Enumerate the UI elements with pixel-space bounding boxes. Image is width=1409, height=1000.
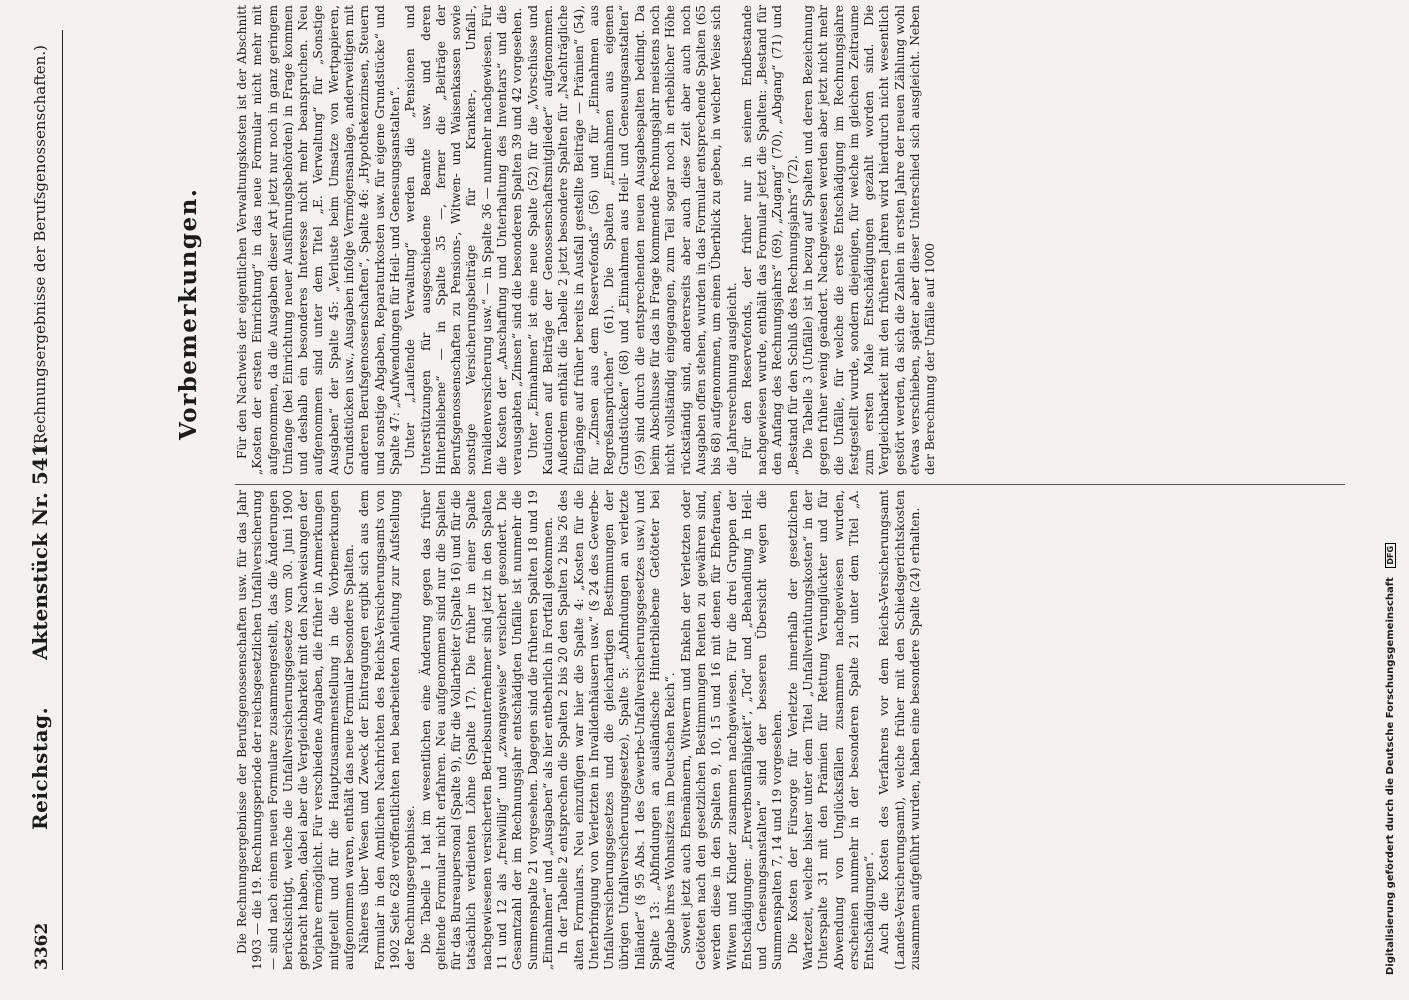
left-text-column [235, 490, 1355, 970]
paragraph: Auch die Kosten des Verfahrens vor dem Reichs-Versicherungsamt (Landes-Versicherungsamt), welche früher mit den Schiedsgerichtskosten zusammen aufgeführt wurden, haben eine besondere Spalte (24) erhalten. [877, 490, 923, 970]
paragraph: Die Tabelle 3 (Unfälle) ist in bezug auf Spalten und deren Bezeichnung gegen früher wenig geändert. Nachgewiesen werden aber jetzt nicht mehr die Unfälle, für welche die erste Entschädigung im Rechnungsjahre festgestellt wurde, sondern diejenigen, für welche im gleichen Zeitraume zum ersten Male Entschädigungen gezahlt worden sind. Die Vergleichbarkeit mit den früheren Jahren wird hierdurch nicht wesentlich gestört werden, da sich die Zahlen in ersten Jahre der neuen Zählung wohl etwas verschieben, später aber dieser Unterschied sich ausgleicht. Neben der Berechnung der Unfälle auf 1000 [800, 5, 938, 475]
paragraph: Die Kosten der Fürsorge für Verletzte innerhalb der gesetzlichen Wartezeit, welche bisher unter dem Titel „Unfallverhütungskosten“ in der Unterspalte 31 mit den Prämien für Rettung Verunglückter und für Abwendung von Unglücksfällen zusammen nachgewiesen wurden, erscheinen nunmehr in der besonderen Spalte 21 unter dem Titel „A. Entschädigungen“. [785, 490, 877, 970]
credit-text: Digitalisierung gefördert durch die Deutsche Forschungsgemeinschaft [1385, 577, 1396, 975]
paragraph: Die Tabelle 1 hat im wesentlichen eine Änderung gegen das früher geltende Formular nicht erfahren. Neu aufgenommen sind nur die Spalten für das Bureaupersonal (Spalte 9), für die Vollarbeiter (Spalte 16) und für die tatsächlich verdienten Löhne (Spalte 17). Die früher in einer Spalte nachgewiesenen versicherten Betriebsunternehmer sind jetzt in den Spalten 11 und 12 als „freiwillig“ und „zwangsweise“ versichert gesondert. Die Gesamtzahl der im Rechnungsjahr entschädigten Unfälle ist nunmehr die Summenspalte 21 vorgesehen. Dagegen sind die früheren Spalten 18 und 19 „Einnahmen“ und „Ausgaben“ als hier entbehrlich in Fortfall gekommen. [418, 490, 555, 970]
page-header [22, 30, 63, 970]
institution-label: Reichstag. [28, 706, 52, 830]
right-text-column [235, 5, 1355, 475]
paragraph: Unter „Laufende Verwaltung“ werden die „Pensionen und Unterstützungen für ausgeschiedene Beamte usw. und deren Hinterbliebene“ — in Spalte 35 —, ferner die „Beiträge der Berufsgenossenschaften zu Pensions-, Witwen- und Waisenkassen sowie sonstige Versicherungsbeiträge für Kranken-, Unfall-, Invalidenversicherung usw.“ — in Spalte 36 — nunmehr nachgewiesen. Für die Kosten der „Anschaffung und Unterhaltung des Inventars“ und die verausgabten „Zinsen“ sind die besonderen Spalten 39 und 42 vorgesehen. [403, 5, 525, 475]
section-title: Vorbemerkungen. [175, 187, 202, 440]
paragraph: Näheres über Wesen und Zweck der Eintragungen ergibt sich aus dem Formular in den Amtlichen Nachrichten des Reichs-Versicherungsamts von 1902 Seite 628 veröffentlichten neu bearbeiteten Anleitung zur Aufstellung der Rechnungsergebnisse. [357, 490, 418, 970]
document-subtitle: (Rechnungsergebnisse der Berufsgenossenschaften.) [31, 45, 49, 450]
document-number: Aktenstück Nr. 541. [28, 436, 52, 660]
paragraph: In der Tabelle 2 entsprechen die Spalten 2 bis 20 den Spalten 2 bis 26 des alten Formulars. Neu einzufügen war hier die Spalte 4: „Kosten für die Unterbringung von Verletzten in Invalidenhäusern usw.“ (§ 24 des Gewerbe-Unfallversicherungsgesetzes und die gleichartigen Bestimmungen der übrigen Unfallversicherungsgesetze), Spalte 5: „Abfindungen an verletzte Inländer“ (§ 95 Abs. 1 des Gewerbe-Unfallversicherungsgesetzes usw.) und Spalte 13: „Abfindungen an ausländische Hinterbliebene Getöteter bei Aufgabe ihres Wohnsitzes im Deutschen Reich“. [556, 490, 678, 970]
digitization-credit [1385, 25, 1396, 975]
paragraph: Soweit jetzt auch Ehemännern, Witwern und Enkeln der Verletzten oder Getöteten nach den gesetzlichen Bestimmungen Renten zu gewähren sind, werden diese in den Spalten 9, 10, 15 und 16 mit denen für Ehefrauen, Witwen und Kinder zusammen nachgewiesen. Für die drei Gruppen der Entschädigungen: „Erwerbsunfähigkeit“, „Tod“ und „Behandlung in Heil- und Genesungsanstalten“ sind der besseren Übersicht wegen die Summenspalten 7, 14 und 19 vorgesehen. [678, 490, 785, 970]
paragraph: Die Rechnungsergebnisse der Berufsgenossenschaften usw. für das Jahr 1903 — die 19. Rechnungsperiode der reichsgesetzlichen Unfallversicherung — sind nach einem neuen Formulare zusammengestellt, das die Änderungen berücksichtigt, welche die Unfallversicherungsgesetze vom 30. Juni 1900 gebracht haben, dabei aber die Vergleichbarkeit mit den Nachweisungen der Vorjahre ermöglicht. Für verschiedene Angaben, die früher in Anmerkungen mitgeteilt und für die Hauptzusammenstellung in die Vorbemerkungen aufgenommen waren, enthält das neue Formular besondere Spalten. [235, 490, 357, 970]
column-divider [235, 484, 1345, 485]
paragraph: Für den Nachweis der eigentlichen Verwaltungskosten ist der Abschnitt „Kosten der ersten Einrichtung“ in das neue Formular nicht mehr mit aufgenommen, da die Ausgaben dieser Art jetzt nur noch in ganz geringem Umfange (bei Einrichtung neuer Ausführungsbehörden) in Frage kommen und deshalb ein besonderes Interesse nicht mehr beanspruchen. Neu aufgenommen sind unter dem Titel „E. Verwaltung“ für „Sonstige Ausgaben“ der Spalte 45: „Verluste beim Umsatze von Wertpapieren, Grundstücken usw., Ausgaben infolge Vermögensanlage, anderweitigen mit anderen Berufsgenossenschaften“, Spalte 46: „Hypothekenzinsen, Steuern und sonstige Abgaben, Reparaturkosten usw. für eigene Grundstücke“ und Spalte 47: „Aufwendungen für Heil- und Genesungsanstalten“. [235, 5, 402, 475]
page-number: 3362 [32, 922, 52, 970]
paragraph: Unter „Einnahmen“ ist eine neue Spalte (52) für die „Vorschüsse und Kautionen auf Beiträge der Genossenschaftsmitglieder“ aufgenommen. Außerdem enthält die Tabelle 2 jetzt besondere Spalten für „Nachträgliche Eingänge auf früher bereits in Ausfall gestellte Beiträge — Prämien“ (54), für „Zinsen aus dem Reservefonds“ (56) und für „Einnahmen aus Regreßansprüchen“ (61). Die Spalten „Einnahmen aus eigenen Grundstücken“ (68) und „Einnahmen aus Heil- und Genesungsanstalten“ (59) sind durch die entsprechenden neuen Ausgabespalten bedingt. Da beim Abschlusse für das in Frage kommende Rechnungsjahr meistens noch nicht vollständig eingegangen, zum Teil sogar noch in erheblicher Höhe rückständig sind, andererseits aber auch diese Zeit aber auch noch Ausgaben offen stehen, wurden in das Formular entsprechende Spalten (65 bis 68) aufgenommen, um einen Überblick zu geben, in welcher Weise sich die Jahresrechnung ausgleicht. [525, 5, 739, 475]
paragraph: Für den Reservefonds, der früher nur in seinem Endbestande nachgewiesen wurde, enthält das Formular jetzt die Spalten: „Bestand für den Anfang des Rechnungsjahrs“ (69), „Zugang“ (70), „Abgang“ (71) und „Bestand für den Schluß des Rechnungsjahrs“ (72). [739, 5, 800, 475]
dfg-logo: DFG [1385, 543, 1396, 568]
